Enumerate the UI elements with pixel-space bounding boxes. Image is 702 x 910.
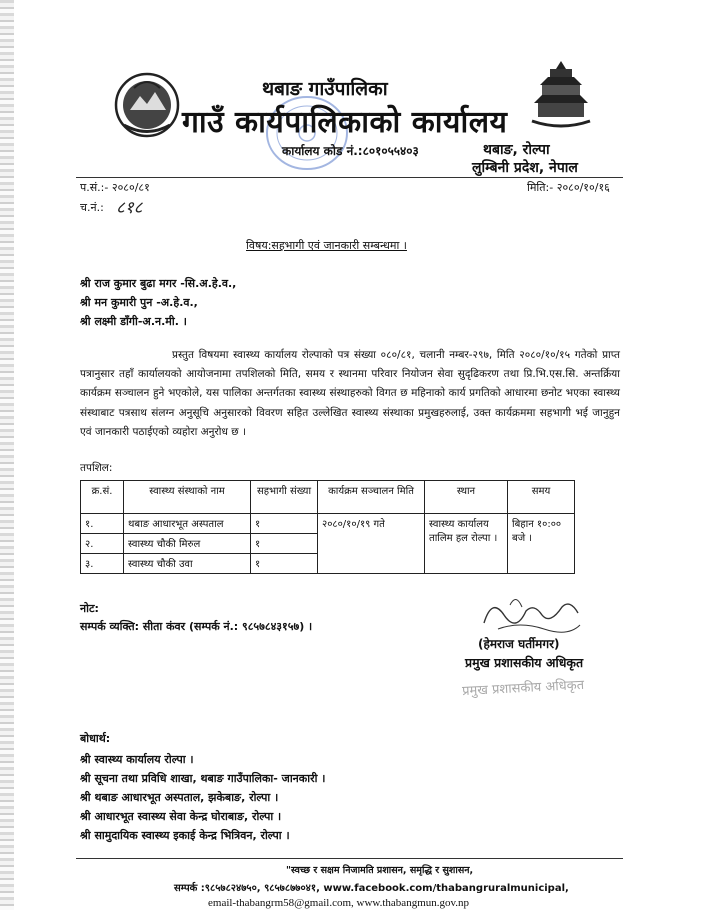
table-header-cell: समय (508, 481, 575, 514)
table-cell: १ (251, 514, 318, 534)
header-divider (76, 177, 623, 178)
table-cell: ३. (81, 554, 124, 574)
table-cell: २. (81, 534, 124, 554)
cc-item: श्री सूचना तथा प्रविधि शाखा, थबाङ गाउँपालिका- जानकारी । (80, 772, 326, 785)
office-province: लुम्बिनी प्रदेश, नेपाल (472, 160, 578, 176)
table-header-cell: स्वास्थ्य संस्थाको नाम (124, 481, 251, 514)
cc-item: श्री आधारभूत स्वास्थ्य सेवा केन्द्र घोराबाङ, रोल्पा । (80, 810, 282, 823)
footer-contact: सम्पर्क :९८५७८२४७५०, ९८५७८७७०४१, www.facebook.com/thabangruralmunicipal, (174, 883, 569, 894)
table-header-row (81, 481, 575, 514)
letter-subject: विषय:सहभागी एवं जानकारी सम्बन्धमा । (246, 239, 407, 252)
signatory-designation: प्रमुख प्रशासकीय अधिकृत (465, 655, 584, 670)
table-cell: स्वास्थ्य चौकी मिरुल (124, 534, 251, 554)
table-cell: थबाङ आधारभूत अस्पताल (124, 514, 251, 534)
table-header-cell: क्र.सं. (81, 481, 124, 514)
cc-item: श्री स्वास्थ्य कार्यालय रोल्पा । (80, 753, 194, 766)
footer-divider (76, 858, 623, 859)
cc-label: बोधार्थ: (80, 732, 111, 745)
cc-item: श्री थबाङ आधारभूत अस्पताल, झकेबाङ, रोल्पा । (80, 791, 279, 804)
palika-crest-logo (526, 55, 596, 135)
table-cell-place: स्वास्थ्य कार्यालय तालिम हल रोल्पा । (425, 514, 508, 574)
recipient-line: श्री मन कुमारी पुन -अ.हे.व., (80, 296, 198, 309)
table-row (81, 514, 575, 534)
letter-body: प्रस्तुत विषयमा स्वास्थ्य कार्यालय रोल्पाको पत्र संख्या ०८०/८१, चलानी नम्बर-२९७, मिति २०८०/१०/१५ गतेको प्राप्त पत्रानुसार तहाँ कार्यालयको आयोजनामा तपशिलको मिति, समय र स्थानमा परिवार नियोजन सेवा सुदृढिकरण तथा प्रि.भि.एस.सि. अन्तर्क्रिया कार्यक्रम सञ्चालन हुने भएकोले, यस पालिका अन्तर्गतका स्वास्थ्य संस्थाहरुको विगत छ महिनाको कार्य प्रगतिको आधारमा छनोट भएका स्वास्थ्य संस्थाबाट पत्रसाथ संलग्न अनुसूचि अनुसारको विवरण सहित उल्लेखित स्वास्थ्य संस्थाका प्रमुखहरुलाई, उक्त कार्यक्रममा सहभागी भई जानुहुन एवं जानकारी पठाईएको व्यहोरा अनुरोध छ । (80, 349, 620, 438)
recipient-line: श्री राज कुमार बुढा मगर -सि.अ.हे.व., (80, 277, 237, 290)
office-title: गाउँ कार्यपालिकाको कार्यालय (182, 105, 508, 140)
note-label: नोट: (80, 602, 99, 615)
table-cell-time: बिहान १०:०० बजे । (508, 514, 575, 574)
table-cell: १ (251, 554, 318, 574)
letter-date: मिति:- २०८०/१०/१६ (527, 181, 610, 194)
table-cell-date: २०८०/१०/१९ गते (318, 514, 425, 574)
cc-item: श्री सामुदायिक स्वास्थ्य इकाई केन्द्र भित्रिवन, रोल्पा । (80, 829, 290, 842)
letter-ps-number: प.सं.:- २०८०/८१ (80, 181, 150, 194)
signatory-stamp: प्रमुख प्रशासकीय अधिकृत (461, 677, 585, 700)
table-cell: स्वास्थ्य चौकी उवा (124, 554, 251, 574)
scan-edge (0, 0, 14, 910)
office-code: कार्यालय कोड नं.:८०१०५५४०३ (282, 144, 419, 158)
nepal-emblem-logo (112, 70, 182, 140)
health-facility-table (80, 480, 575, 574)
dispatch-number-value: ८१८ (116, 198, 143, 218)
dispatch-number-label: च.नं.: (80, 201, 104, 214)
footer-motto: "स्वच्छ र सक्षम निजामति प्रशासन, समृद्धि र सुशासन, (286, 865, 474, 876)
table-header-cell: कार्यक्रम सञ्चालन मिति (318, 481, 425, 514)
table-header-cell: सहभागी संख्या (251, 481, 318, 514)
municipality-name: थबाङ गाउँपालिका (262, 78, 388, 100)
table-header-cell: स्थान (425, 481, 508, 514)
details-label: तपशिल: (80, 462, 113, 474)
table-cell: १ (251, 534, 318, 554)
recipient-line: श्री लक्ष्मी डाँगी-अ.न.मी. । (80, 315, 187, 328)
table-cell: १. (81, 514, 124, 534)
contact-person: सम्पर्क व्यक्ति: सीता कंवर (सम्पर्क नं.: ९८५७८४३१५७) । (80, 620, 313, 633)
office-location: थबाङ, रोल्पा (483, 142, 550, 158)
footer-email-web: email-thabangrm58@gmail.com, www.thabangmun.gov.np (208, 897, 470, 909)
signatory-name: (हेमराज घर्तीमगर) (478, 637, 560, 651)
